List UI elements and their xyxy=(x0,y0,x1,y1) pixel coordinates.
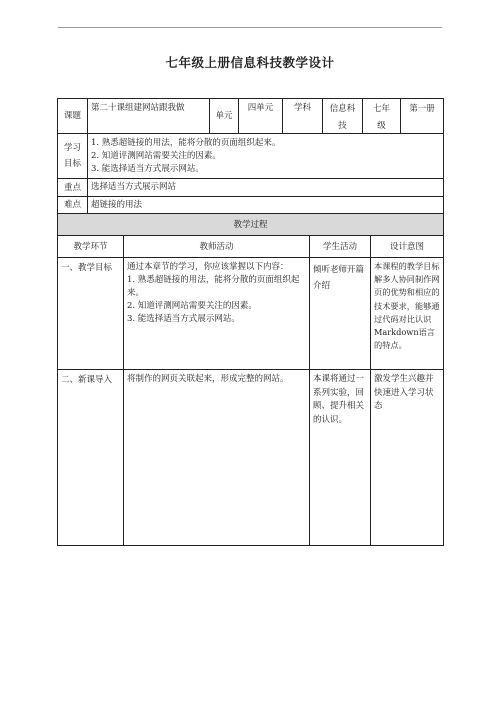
teacher-intro: 将制作的网页关联起来，形成完整的网站。 xyxy=(127,374,289,384)
student-cell: 本课将通过一系列实验，回顾、提升相关的认识。 xyxy=(310,370,371,545)
unit-label: 单元 xyxy=(210,99,239,133)
objectives-label: 学习目标 xyxy=(58,134,88,178)
subject-label: 学科 xyxy=(283,99,323,133)
stage-cell: 二、新课导入 xyxy=(58,370,124,545)
difficulty-label: 难点 xyxy=(58,197,88,213)
teacher-item: 1. 熟悉超链接的用法，能将分散的页面组织起来。 xyxy=(127,275,300,298)
key-point-value: 选择适当方式展示网站 xyxy=(91,182,177,192)
objective-item: 1. 熟悉超链接的用法，能将分散的页面组织起来。 xyxy=(91,138,281,148)
table-row xyxy=(58,258,443,370)
intent-cell: 本课程的教学目标解多人协同制作网页的优势和相应的技术要求，能够通过代码对比认识Markdown语言的特点。 xyxy=(374,261,440,351)
teacher-item: 2. 知道评测网站需要关注的因素。 xyxy=(127,301,257,311)
topic-row xyxy=(58,99,443,134)
process-column-headers xyxy=(58,236,443,258)
difficulty-value: 超链接的用法 xyxy=(91,200,143,210)
objective-item: 2. 知道评测网站需要关注的因素。 xyxy=(91,151,221,161)
difficulty-row xyxy=(58,197,443,214)
col-header-student: 学生活动 xyxy=(310,236,371,257)
key-point-label: 重点 xyxy=(58,179,88,196)
topic-label: 课题 xyxy=(58,99,88,133)
page-title: 七年级上册信息科技教学设计 xyxy=(165,55,335,70)
objectives-row xyxy=(58,134,443,179)
col-header-intent: 设计意图 xyxy=(389,241,424,252)
teacher-cell xyxy=(124,370,310,545)
lesson-plan-table xyxy=(57,98,444,546)
teacher-cell xyxy=(124,258,310,369)
objectives-list xyxy=(88,134,443,178)
topic-value: 第二十课组建网站跟我做 xyxy=(88,99,210,133)
grade-value: 七年级 xyxy=(363,99,401,133)
col-header-stage: 教学环节 xyxy=(58,236,124,257)
key-point-row xyxy=(58,179,443,197)
student-cell: 倾听老师开篇介绍 xyxy=(310,258,371,369)
objective-item: 3. 能选择适当方式展示网站。 xyxy=(91,164,204,174)
teacher-item: 3. 能选择适当方式展示网站。 xyxy=(127,314,240,324)
stage-cell: 一、教学目标 xyxy=(58,258,124,369)
table-row xyxy=(58,370,443,545)
process-heading: 教学过程 xyxy=(233,219,268,230)
subject-value: 信息科技 xyxy=(323,99,363,133)
teacher-intro: 通过本章节的学习，你应该掌握以下内容： xyxy=(127,262,289,272)
intent-cell: 激发学生兴趣并快速进入学习状态 xyxy=(374,374,434,411)
header-rule xyxy=(58,27,442,28)
col-header-teacher: 教师活动 xyxy=(124,236,310,257)
unit-value: 四单元 xyxy=(239,99,283,133)
volume-value: 第一册 xyxy=(409,104,435,114)
process-heading-row xyxy=(58,214,443,236)
